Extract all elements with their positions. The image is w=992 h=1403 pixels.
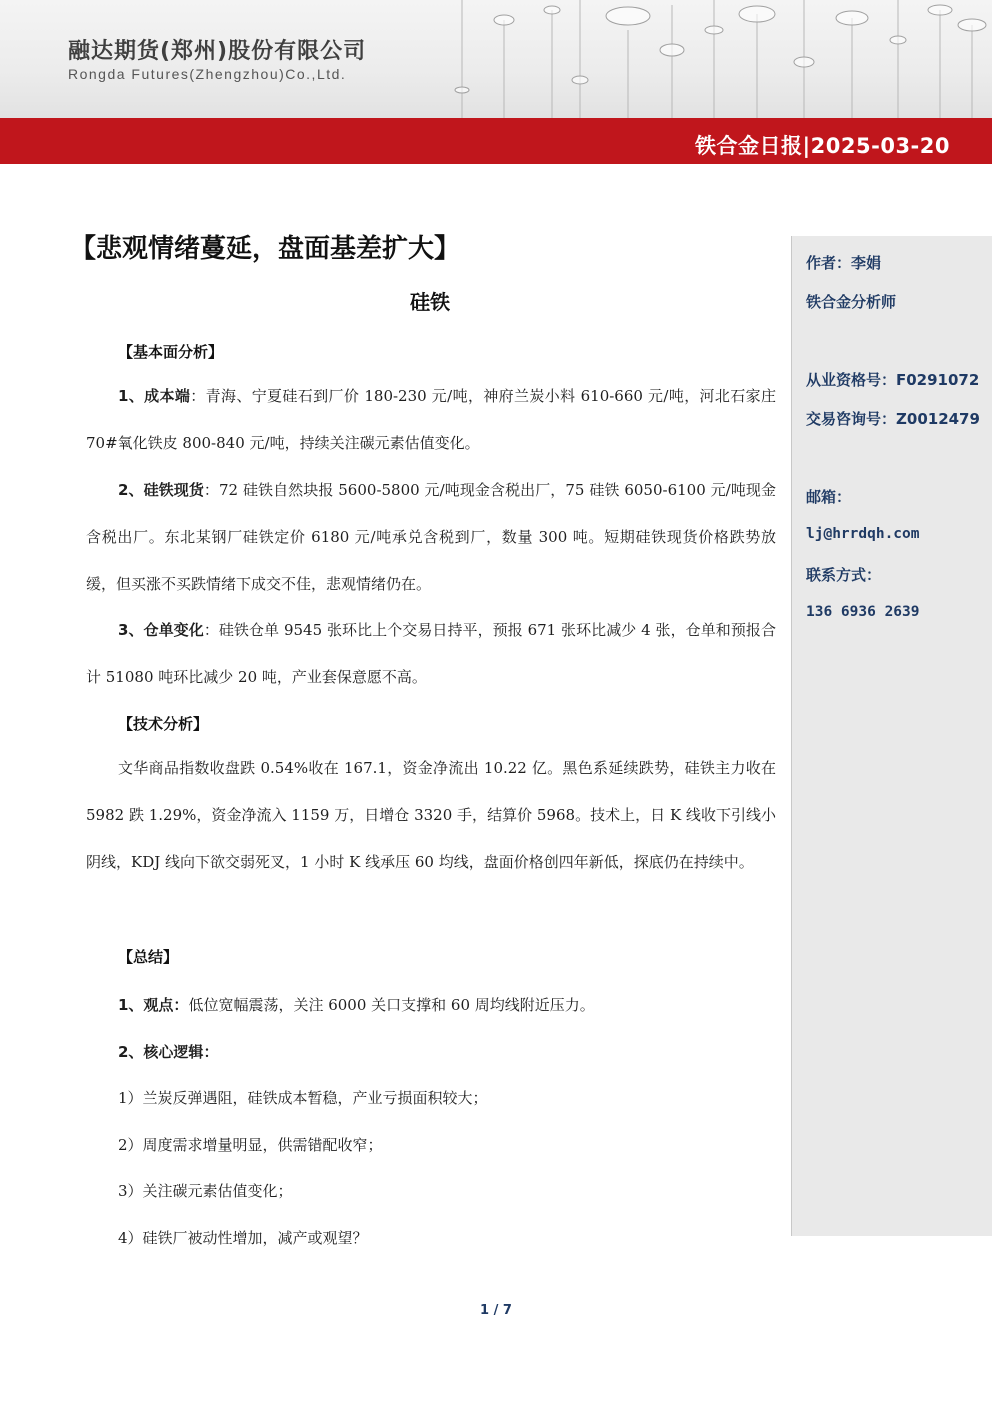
- summary-logic-label: [118, 1041, 218, 1062]
- item-text: ：72 硅铁自然块报 5600-5800 元/吨现金含税出厂，75 硅铁 6050-6100 元/吨现金含税出厂。东北某钢厂硅铁定价 6180 元/吨承兑含税到厂，数量 300 吨。短期硅铁现货价格跌势放缓，但买涨不买跌情绪下成交不佳，悲观情绪仍在。: [86, 481, 776, 593]
- author-name: 作者：李娟: [806, 254, 882, 272]
- logic-label: 2、核心逻辑：: [118, 1043, 219, 1061]
- item-label: 1、成本端: [118, 387, 191, 405]
- item-text: ：硅铁仓单 9545 张环比上个交易日持平，预报 671 张环比减少 4 张，仓单和预报合计 51080 吨环比减少 20 吨，产业套保意愿不高。: [86, 621, 776, 686]
- header-band: [0, 0, 992, 118]
- logic-item: 3）关注碳元素估值变化；: [118, 1182, 293, 1200]
- technical-heading: 【技术分析】: [118, 715, 209, 733]
- summary-view: [118, 994, 595, 1015]
- qualification-number: 从业资格号：F0291072: [806, 371, 980, 389]
- phone-number: 136 6936 2639: [806, 604, 920, 620]
- report-title: 铁合金日报|2025-03-20: [695, 134, 950, 158]
- summary-heading: 【总结】: [118, 948, 179, 966]
- logic-item: 4）硅铁厂被动性增加，减产或观望？: [118, 1229, 368, 1247]
- fundamental-item-cost: [86, 373, 776, 467]
- item-label: 3、仓单变化: [118, 621, 204, 639]
- item-text: ：青海、宁夏硅石到厂价 180-230 元/吨，神府兰炭小料 610-660 元/吨，河北石家庄 70#氧化铁皮 800-840 元/吨，持续关注碳元素估值变化。: [86, 387, 777, 452]
- view-text: 低位宽幅震荡，关注 6000 关口支撑和 60 周均线附近压力。: [188, 996, 595, 1014]
- company-name-en: Rongda Futures(Zhengzhou)Co.,Ltd.: [68, 66, 347, 82]
- view-label: 1、观点：: [118, 996, 189, 1014]
- page-number: 1 / 7: [480, 1303, 512, 1318]
- article-title: 【悲观情绪蔓延，盘面基差扩大】: [70, 234, 461, 264]
- company-name-cn: 融达期货(郑州)股份有限公司: [68, 39, 367, 64]
- logic-item: 2）周度需求增量明显，供需错配收窄；: [118, 1136, 383, 1154]
- email-link[interactable]: lj@hrrdqh.com: [806, 526, 920, 542]
- decorative-bubbles-graphic: [432, 0, 992, 118]
- author-sidebar: [791, 236, 992, 1236]
- fundamental-item-spot: [86, 467, 776, 608]
- fundamental-heading: 【基本面分析】: [118, 343, 224, 361]
- fundamental-item-warehouse: [86, 607, 776, 701]
- author-role: 铁合金分析师: [806, 293, 897, 311]
- logic-item: 1）兰炭反弹遇阻，硅铁成本暂稳，产业亏损面积较大；: [118, 1089, 488, 1107]
- email-label: 邮箱：: [806, 488, 852, 506]
- contact-label: 联系方式：: [806, 566, 882, 584]
- consult-number: 交易咨询号：Z0012479: [806, 410, 980, 428]
- technical-text: 文华商品指数收盘跌 0.54%收在 167.1，资金净流出 10.22 亿。黑色系延续跌势，硅铁主力收在 5982 跌 1.29%，资金净流入 1159 万，日增仓 3320 手，结算价 5968。技术上，日 K 线收下引线小阴线，KDJ 线向下欲交弱死叉，1 小时 K 线承压 60 均线，盘面价格创四年新低，探底仍在持续中。: [86, 759, 776, 871]
- article-subtitle: 硅铁: [410, 290, 450, 314]
- item-label: 2、硅铁现货: [118, 481, 204, 499]
